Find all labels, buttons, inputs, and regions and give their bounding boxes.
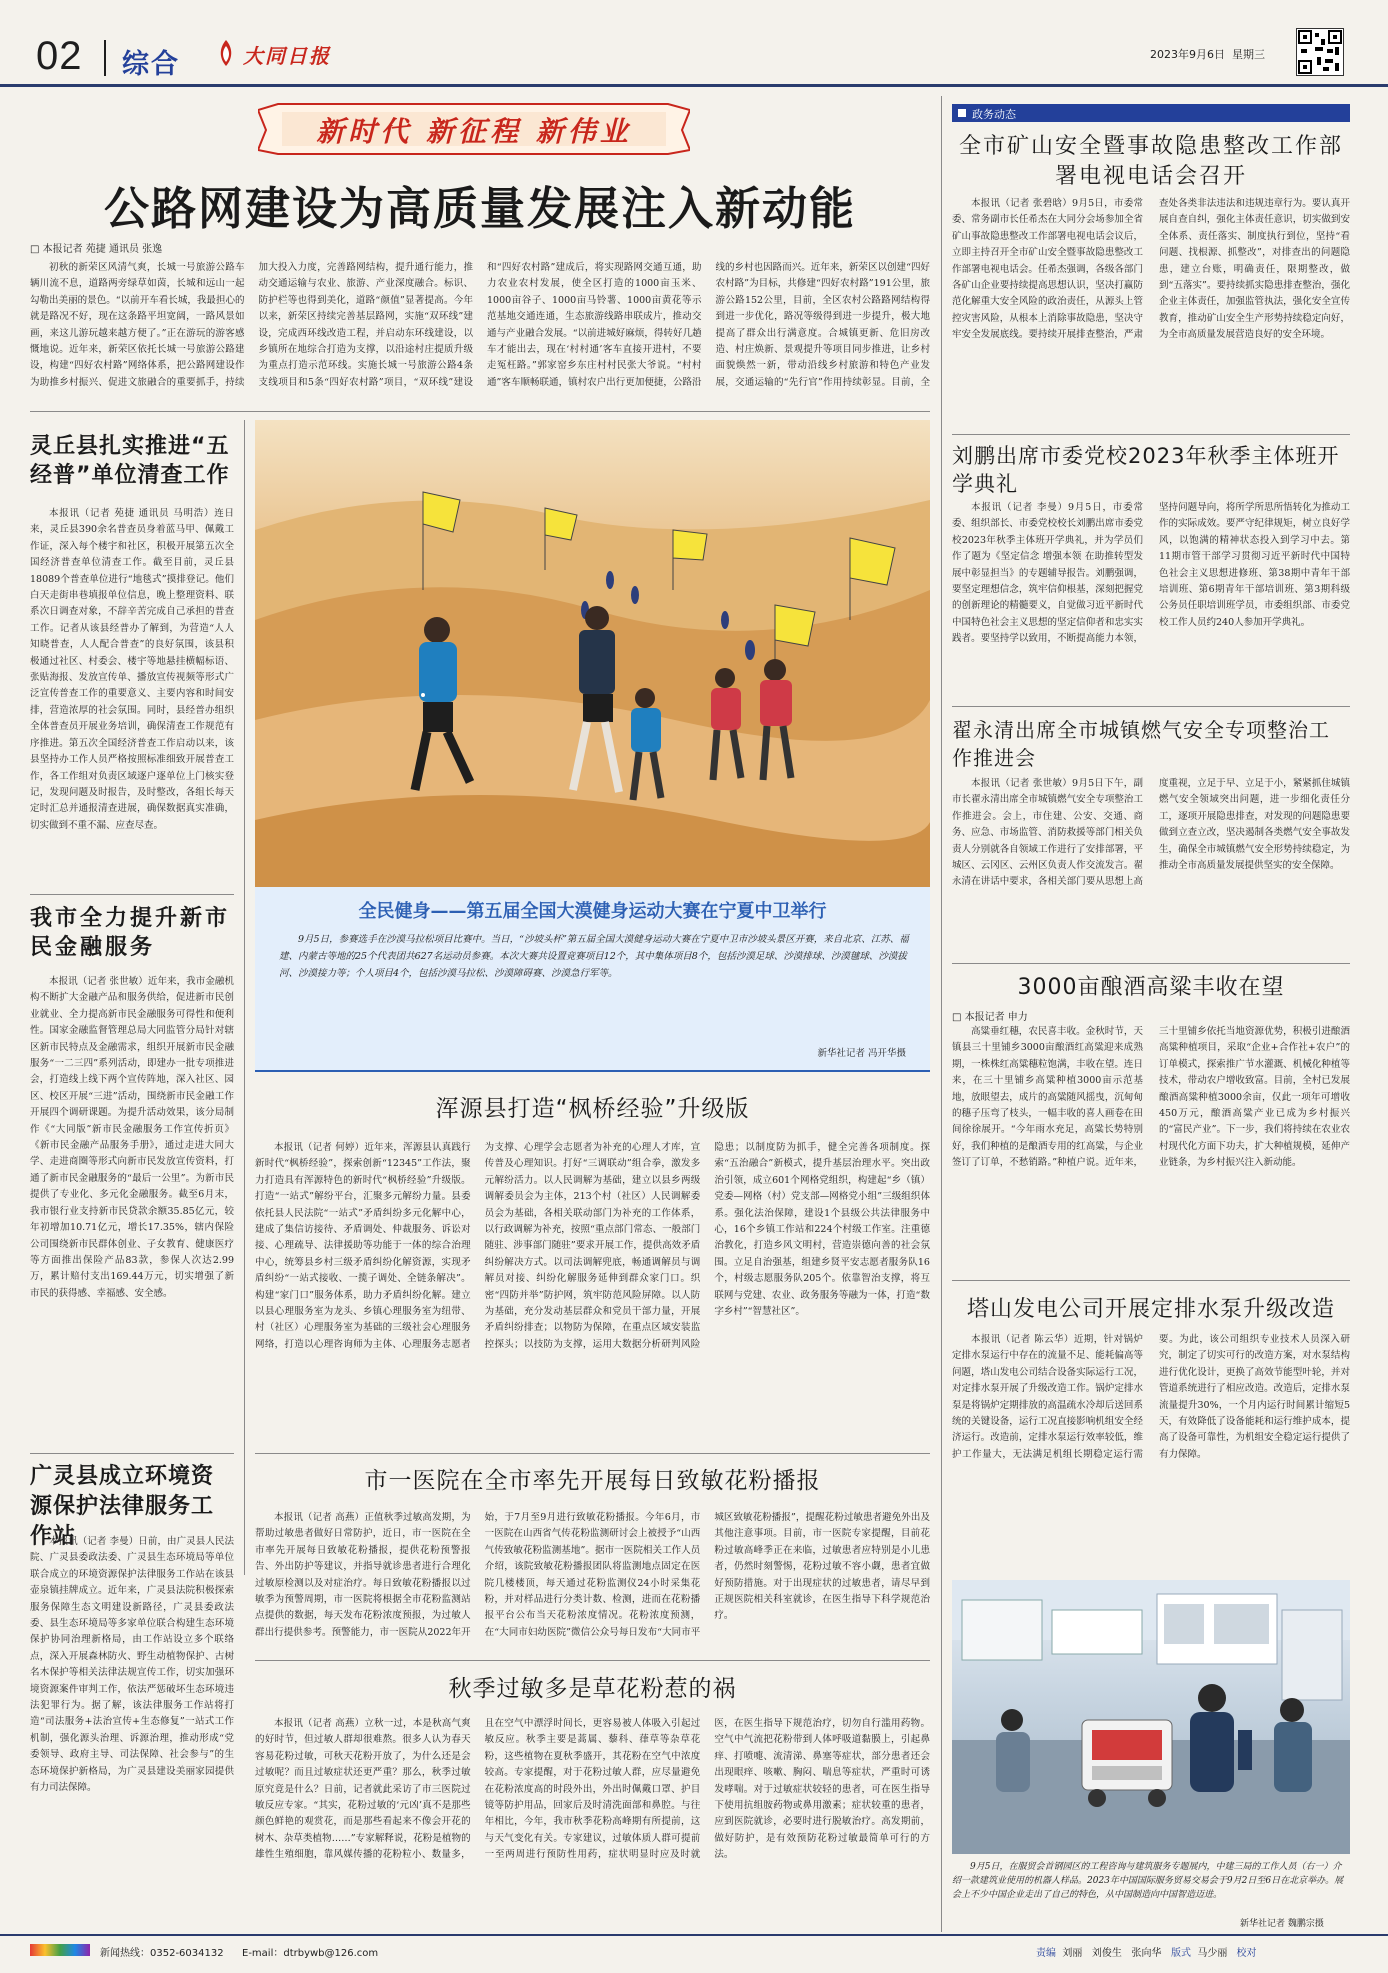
pollen-title: 市一医院在全市率先开展每日致敏花粉播报 [364, 1468, 821, 1494]
school-title: 刘鹏出席市委党校2023年秋季主体班开学典礼 [952, 444, 1340, 496]
footer-rule [0, 1934, 1388, 1936]
autumn-body: 本报讯（记者 高燕）立秋一过，本是秋高气爽的好时节，但过敏人群却很难熬。很多人认为春天容易花粉过敏，可秋天花粉开放了，为什么还是会过敏呢？而且过敏症状还更严重？那么，秋季过敏原究竟是什么？日前，记者就此采访了市三医院过敏反应专家。“其实，花粉过敏的‘元凶’真不是那些颜色鲜艳的观赏花，而是那些看起来不像会开花的树木、杂草类植物……”专家解释说，花粉是植物的雄性生殖细胞，靠风媒传播的花粉粒小、数量多，且在空气中漂浮时间长，更容易被人体吸入引起过敏反应。秋季主要是蒿属、藜科、葎草等杂草花粉，这些植物在夏秋季盛开，其花粉在空气中浓度较高。专家提醒，对于花粉过敏人群，应尽量避免在花粉浓度高的时段外出，外出时佩戴口罩、护目镜等防护用品，回家后及时清洗面部和鼻腔。与往年相比，今年，我市秋季花粉高峰期有所提前，这与天气变化有关。专家建议，过敏体质人群可提前一至两周进行预防性用药，症状明显时应及时就医，在医生指导下规范治疗，切勿自行滥用药物。空气中气流把花粉带到人体呼吸道黏膜上，引起鼻痒、打喷嚏、流清涕、鼻塞等症状，部分患者还会出现眼痒、咳嗽、胸闷、喘息等症状，严重时可诱发哮喘。对于过敏症状较轻的患者，可在医生指导下使用抗组胺药物或鼻用激素；症状较重的患者，应到医院就诊，必要时进行脱敏治疗。高发期前，做好防护，是有效预防花粉过敏最简单可行的方法。 [255, 1718, 930, 1861]
sorghum-body: 高粱垂红穗，农民喜丰收。金秋时节，天镇县三十里铺乡3000亩酿酒红高粱迎来成熟期，一株株红高粱穗粒饱满，丰收在望。连日来，在三十里铺乡高粱种植3000亩示范基地，放眼望去，成片的高粱随风摇曳，沉甸甸的穗子压弯了枝头，一幅丰收的喜人画卷在田间徐徐展开。“今年雨水充足，高粱长势特别好，我们种植的是酿酒专用的红高粱，与企业签订了订单，不愁销路。”种植户说。近年来，三十里铺乡依托当地资源优势，积极引进酿酒高粱种植项目，采取“企业+合作社+农户”的订单模式，探索推广节水灌溉、机械化种植等技术，带动农户增收致富。目前，全村已发展酿酒高粱种植3000余亩，仅此一项年可增收450万元，酿酒高粱产业已成为乡村振兴的“富民产业”。下一步，我们将持续在农业农村现代化方面下功夫，扩大种植规模，延伸产业链条，为乡村振兴注入新动能。 [952, 1026, 1350, 1169]
hunyuan-body: 本报讯（记者 何婷）近年来，浑源县认真践行新时代“枫桥经验”，探索创新“12345”工作法，聚力打造具有浑源特色的新时代“枫桥经验”升级版。打造“一站式”解纷平台，汇聚多元解纷力量。县委依托县人民法院“一站式”矛盾纠纷多元化解中心，建成了集信访接待、矛盾调处、仲裁服务、诉讼对接、心理疏导、法律援助等功能于一体的综合治理中心，统筹县乡村三级矛盾纠纷化解资源，实现矛盾纠纷“一站式接收、一揽子调处、全链条解决”。构建“家门口”服务体系，助力矛盾纠纷化解。建立以县心理服务室为龙头、乡镇心理服务室为纽带、村（社区）心理服务室为基础的三级社会心理服务网络，打造以心理咨询师为主体、心理服务志愿者为支撑、心理学会志愿者为补充的心理人才库，宣传普及心理知识。打好“三调联动”组合拳，激发多元解纷活力。以人民调解为基础，建立以县乡两级调解委员会为主体，213个村（社区）人民调解委员会为基础，各相关联动部门为补充的工作体系，以行政调解为补充，按照“重点部门常态、一般部门随驻、涉事部门随驻”要求开展工作，提供高效矛盾纠纷解决方式。以司法调解兜底，畅通调解员与调解员对接、纠纷化解服务延伸到群众家门口。织密“四防并举”防护网，筑牢防范风险屏障。以人防为基础，充分发动基层群众和党员干部力量，开展矛盾纠纷排查；以物防为保障，在重点区域安装监控探头；以技防为支撑，运用大数据分析研判风险隐患；以制度防为抓手，健全完善各项制度。探索“五治融合”新模式，提升基层治理水平。突出政治引领，成立601个网格党组织，构建起“乡（镇）党委—网格（村）党支部—网格党小组”三级组织体系。强化法治保障，建设1个县级公共法律服务中心，16个乡镇工作站和224个村级工作室。注重德治教化，打造乡风文明村，营造崇德向善的社会氛围。立足自治强基，组建乡贤平安志愿者服务队16个，村级志愿服务队205个。依靠智治支撑，将互联网与党建、农业、政务服务等融为一体，打造“数字乡村”“智慧社区”。 [255, 1142, 930, 1350]
mine-title: 全市矿山安全暨事故隐患整改工作部署电视电话会召开 [958, 134, 1343, 189]
mine-body: 本报讯（记者 张碧晗）9月5日，市委常委、常务副市长任希杰在大同分会场参加全省矿山事故隐患整改工作部署电视电话会议后，立即主持召开全市矿山安全暨事故隐患整改工作部署电视电话会。任希杰强调，各级各部门各矿山企业要持续提高思想认识，坚决打赢防范化解重大安全风险的政治责任，从源头上管控灾害风险，从根本上消除事故隐患，坚决守牢安全发展底线。要持续开展排查整治，严肃查处各类非法违法和违规违章行为。要认真开展自查自纠，强化主体责任意识，切实做到安全体系、责任落实、制度执行到位，坚持“看问题、找根源、抓整改”，对排查出的问题隐患，建立台账，明确责任，限期整改，做到“五落实”。要持续抓实隐患排查整治，强化企业主体责任，加强监管执法，强化安全宣传教育，推动矿山安全生产形势持续稳定向好，为全市高质量发展营造良好的安全环境。 [952, 198, 1350, 341]
desert-marathon-photo [255, 420, 930, 887]
lingqiu-body: 本报讯（记者 苑捷 通讯员 马明浩）连日来，灵丘县390余名普查员身着蓝马甲、佩戴工作证，深入每个楼宇和社区，积极开展第五次全国经济普查单位清查工作。截至目前，灵丘县18089个普查单位进行“地毯式”摸排登记。他们白天走街串巷填报单位信息，晚上整理资料、联系次日调查对象，不辞辛苦完成自己承担的普查工作。记者从该县经普办了解到，为营造“人人知晓普查，人人配合普查”的良好氛围，该县积极通过社区、村委会、楼宇等地悬挂横幅标语、张贴海报、发放宣传单、播放宣传视频等形式广泛宣传普查工作的重要意义、主要内容和时间安排，营造浓厚的社会氛围。同时，县经普办组织全体普查员开展业务培训，确保清查工作规范有序推进。第五次全国经济普查工作启动以来，该县坚持办工作人员严格按照标准细致开展普查工作，各工作组对负责区域逐户逐单位上门核实登记，发现问题及时报告，及时整改，各组长每天定时汇总并通报清查进展，确保数据真实准确，切实做到不重不漏、应查尽查。 [30, 508, 234, 831]
guangling-title: 广灵县成立环境资源保护法律服务工作站 [30, 1464, 215, 1549]
section-tag [952, 104, 1350, 122]
footer-proof: 刘俊生 [1091, 1948, 1122, 1959]
guangling-body: 本报讯（记者 李曼）日前，由广灵县人民法院、广灵县委政法委、广灵县生态环境局等单位联合成立的环境资源保护法律服务工作站在该县壶泉镇挂牌成立。近年来，广灵县法院积极探索服务保障生态文明建设新路径，广灵县委政法委、县生态环境局等多家单位联合构建生态环境保护协同治理新格局，由工作站设立多个联络点，深入开展森林防火、野生动植物保护、古树名木保护等相关法律法规宣传工作，切实加强环境资源案件审判工作，依法严惩破坏生态环境违法犯罪行为。据了解，该法律服务工作站将打造“司法服务+法治宣传+生态修复”一站式工作机制，强化源头治理、诉源治理，推动形成“党委领导、政府主导、司法保障、社会参与”的生态环境保护新格局，为广灵县建设美丽家园提供有力司法保障。 [30, 1536, 234, 1794]
footer-layout: 马少丽 [1197, 1948, 1228, 1959]
lead-bottom-rule [30, 411, 930, 412]
desert-caption-title: 全民健身——第五届全国大漠健身运动大赛在宁夏中卫举行 [358, 901, 827, 922]
autumn-title: 秋季过敏多是草花粉惹的祸 [448, 1676, 737, 1702]
masthead-rule [0, 84, 1388, 87]
footer-editor-label: 责编 [1036, 1948, 1056, 1959]
hunyuan-title: 浑源县打造“枫桥经验”升级版 [435, 1096, 750, 1122]
section-tag-icon [958, 109, 966, 117]
trade-fair-photo [952, 1580, 1350, 1854]
qr-code[interactable] [1296, 28, 1344, 76]
sorghum-byline: □ 本报记者 申力 [952, 1012, 1028, 1023]
tashan-title: 塔山发电公司开展定排水泵升级改造 [966, 1297, 1335, 1322]
finance-title: 我市全力提升新市民金融服务 [30, 906, 231, 960]
lingqiu-rule [30, 894, 234, 895]
banner [258, 100, 690, 158]
fair-photo-credit: 新华社记者 魏鹏宗摄 [1240, 1919, 1324, 1929]
weekday-text: 星期三 [1232, 48, 1265, 61]
lead-body: 初秋的新荣区风清气爽，长城一号旅游公路车辆川流不息，道路两旁绿草如茵，长城和远山一起勾勒出美丽的景色。“以前开车看长城，我最担心的就是路况不好，现在这条路平坦宽阔，一路风景如画，来这儿游玩越来越方便了。”正在游玩的游客感慨地说。近年来，新荣区依托长城一号旅游公路建设，构建“四好农村路”网络体系，把公路网建设作为助推乡村振兴、促进文旅融合的重要抓手，持续加大投入力度，完善路网结构，提升通行能力，推动交通运输与农业、旅游、产业深度融合。标识、防护栏等也得到美化，道路“颜值”显著提高。今年以来，新荣区持续完善基层路网，实施“双环线”建设，完成西环线改造工程，并启动东环线建设，以乡镇所在地综合打造为支撑，以沿途村庄提质升级为重点打造示范环线。实施长城一号旅游公路4条支线项目和5条“四好农村路”项目，“双环线”建设和“四好农村路”建成后，将实现路网交通互通，助力农业农村发展，使全区打造的1000亩玉米、1000亩谷子、1000亩马铃薯、1000亩黄花等示范基地交通连通，生态旅游线路串联成片，推动交通与产业融合发展。“以前进城好麻烦，得转好几趟车才能出去，现在‘村村通’客车直接开进村，不要走冤枉路。”郭家窑乡东庄村村民张大爷说。“村村通”客车顺畅联通，镇村农户出行更加便捷，公路沿线的乡村也因路而兴。近年来，新荣区以创建“四好农村路”为目标，共修建“四好农村路”191公里，旅游公路152公里，目前，全区农村公路路网结构得到进一步优化，路况等级得到进一步提升，极大地提高了群众出行满意度。合城镇更新、危旧房改造、村庄焕新、景观提升等项目同步推进，让乡村面貌焕然一新，带动沿线乡村旅游和特色产业发展，交通运输的“先行官”作用持续彰显。目前，全 [30, 262, 930, 388]
masthead [0, 0, 1388, 84]
main-right-divider [941, 96, 942, 1932]
lead-byline: □ 本报记者 苑捷 通讯员 张逸 [30, 244, 163, 255]
section-name: 综合 [122, 49, 180, 80]
fair-caption: 9月5日，在服贸会首钢园区的工程咨询与建筑服务专题展内，中建三局的工作人员（右一）介绍一款建筑业使用的机器人样品。2023年中国国际服务贸易交易会于9月2日至6日在北京举办。展会上不少中国企业走出了自己的特色，从中国制造向中国智造迈进。 [952, 1862, 1344, 1900]
section-tag-label: 政务动态 [972, 108, 1016, 121]
footer-layout-label: 版式 [1171, 1948, 1191, 1959]
gas-body: 本报讯（记者 张世敏）9月5日下午，副市长翟永清出席全市城镇燃气安全专项整治工作推进会。会上，市住建、公安、交通、商务、应急、市场监管、消防救援等部门相关负责人分别就各自领域工作进行了安排部署，平城区、云冈区、云州区负责人作交流发言。翟永清在讲话中要求，各相关部门要从思想上高度重视，立足于早、立足于小，紧紧抓住城镇燃气安全领域突出问题，进一步细化责任分工，逐项开展隐患排查，对发现的问题隐患要做到立查立改，坚决遏制各类燃气安全事故发生，确保全市城镇燃气安全形势持续稳定，为推动全市高质量发展提供坚实的安全保障。 [952, 778, 1350, 888]
masthead-divider [104, 40, 106, 76]
pollen-body: 本报讯（记者 高燕）正值秋季过敏高发期，为帮助过敏患者做好日常防护，近日，市一医院在全市率先开展每日致敏花粉播报，提供花粉预警报告、外出防护等建议，并指导就诊患者进行合理化过敏原检测以及对症治疗。每日致敏花粉播报以过敏季为预警周期，市一医院将根据全市花粉监测站点提供的数据，每天发布花粉浓度预报，为过敏人群出行提供参考。预警能力，市一医院从2022年开始，于7月至9月进行致敏花粉播报。今年6月，市一医院在山西省气传花粉监测研讨会上被授予“山西气传致敏花粉监测基地”。据市一医院相关工作人员介绍，该院致敏花粉播报团队将监测地点固定在医院几楼楼顶，每天通过花粉监测仪24小时采集花粉，并对样品进行分类计数、检测，进而在花粉播报平台公布当天花粉浓度情况。花粉浓度预测，在“大同市妇幼医院”微信公众号每日发布“大同市平城区致敏花粉播报”，提醒花粉过敏患者避免外出及其他注意事项。目前，市一医院专家提醒，目前花粉过敏高峰季正在来临，过敏患者应特别是小儿患者，仍然时刻警惕，花粉过敏不容小觑，患者宜做好预防措施。对于出现症状的过敏患者，请尽早到正规医院相关科室就诊，在医生指导下科学规范治疗。 [255, 1512, 930, 1638]
footer-check: 张向华 [1131, 1948, 1162, 1959]
footer-proof-label: 校对 [1236, 1948, 1257, 1959]
school-rule [952, 706, 1350, 707]
pollen-rule [255, 1660, 930, 1661]
page-number: 02 [36, 34, 83, 78]
footer-color-bar [30, 1944, 90, 1956]
issue-date [1150, 46, 1265, 62]
date-text: 2023年9月6日 [1150, 48, 1225, 61]
finance-body: 本报讯（记者 张世敏）近年来，我市金融机构不断扩大金融产品和服务供给，促进新市民创业就业、全力提高新市民金融服务可得性和便利性。国家金融监督管理总局大同监管分局针对辖区新市民特点及金融需求，组织开展新市民金融服务“一二三四”系列活动，即建办一批专项推进会，打造线上线下两个宣传阵地，深入社区、园区、校区开展“三进”活动，围绕新市民金融工作开展四个调研课题。为提升活动效果，该分局制作《“大同版”新市民金融服务工作宣传折页》《新市民金融产品服务手册》，通过走进大同大学、走进商圈等形式向新市民发放宣传资料，打通了新市民金融服务的“最后一公里”。为新市民提供了专业化、多元化金融服务。截至6月末，我市银行业支持新市民贷款余额35.85亿元，较年初增加10.71亿元，增长17.35%，辖内保险公司围绕新市民群体创业、子女教育、健康医疗等方面推出保险产品83款，参保人次达2.99万，累计赔付支出169.44万元，切实增强了新市民的获得感、幸福感、安全感。 [30, 976, 234, 1299]
desert-photo-credit: 新华社记者 冯开华摄 [817, 1048, 906, 1059]
sorghum-rule [952, 1280, 1350, 1281]
hunyuan-rule [255, 1453, 930, 1454]
footer-hotline: 新闻热线：0352-6034132 [100, 1948, 224, 1959]
sorghum-title: 3000亩酿酒高粱丰收在望 [1017, 975, 1285, 1000]
gas-title: 翟永清出席全市城镇燃气安全专项整治工作推进会 [952, 718, 1330, 770]
finance-rule [30, 1453, 234, 1454]
mine-rule [952, 434, 1350, 435]
footer-email: E-mail：dtrbywb@126.com [242, 1948, 379, 1959]
left-col-divider [244, 420, 245, 1575]
footer-credits [1036, 1944, 1257, 1959]
lead-title: 公路网建设为高质量发展注入新动能 [103, 182, 856, 235]
footer-editor: 刘丽 [1062, 1948, 1083, 1959]
lingqiu-title: 灵丘县扎实推进“五经普”单位清查工作 [30, 434, 230, 488]
paper-name: 大同日报 [243, 44, 331, 68]
gas-rule [952, 963, 1350, 964]
school-body: 本报讯（记者 李曼）9月5日，市委常委、组织部长、市委党校校长刘鹏出席市委党校2023年秋季主体班开学典礼，并为学员们作了题为《坚定信念 增强本领 在助推转型发展中彰显担当》的专题辅导报告。刘鹏强调，要坚定理想信念，筑牢信仰根基，深刻把握党的创新理论的精髓要义，自觉做习近平新时代中国特色社会主义思想的坚定信仰者和忠实实践者。要坚持学以致用，不断提高能力本领，坚持问题导向，将所学所思所悟转化为推动工作的实际成效。要严守纪律规矩，树立良好学风，以饱满的精神状态投入到学习中去。第11期市管干部学习贯彻习近平新时代中国特色社会主义思想进修班、第38期中青年干部培训班、第6期青年干部培训班、第3期科级公务员任职培训班学员，市委组织部、市委党校工作人员约240人参加开学典礼。 [952, 502, 1350, 645]
tashan-body: 本报讯（记者 陈云华）近期，针对锅炉定排水泵运行中存在的流量不足、能耗偏高等问题，塔山发电公司结合设备实际运行工况，对定排水泵开展了升级改造工作。锅炉定排水泵是将锅炉定期排放的高温疏水冷却后送回系统的关键设备，运行工况直接影响机组安全经济运行。改造前，定排水泵运行效率较低，维护工作量大，无法满足机组长期稳定运行需要。为此，该公司组织专业技术人员深入研究，制定了切实可行的改造方案，对水泵结构进行优化设计，更换了高效节能型叶轮，并对管道系统进行了相应改造。改造后，定排水泵流量提升30%，一个月内运行时间累计缩短5天，有效降低了设备能耗和运行维护成本，提高了设备可靠性，为机组安全稳定运行提供了有力保障。 [952, 1334, 1350, 1460]
banner-slogan: 新时代 新征程 新伟业 [316, 115, 632, 148]
desert-caption-box [255, 887, 930, 1072]
desert-caption-text: 9月5日，参赛选手在沙漠马拉松项目比赛中。当日，“沙坡头杯”第五届全国大漠健身运动大赛在宁夏中卫市沙坡头景区开赛，来自北京、江苏、福建、内蒙古等地的25个代表团共627名运动员参赛。本次大赛共设置竞赛项目12个，其中集体项目8个，包括沙漠足球、沙漠排球、沙漠毽球、沙漠拔河、沙漠接力等；个人项目4个，包括沙漠马拉松、沙漠障碍赛、沙漠急行军等。 [279, 934, 909, 979]
